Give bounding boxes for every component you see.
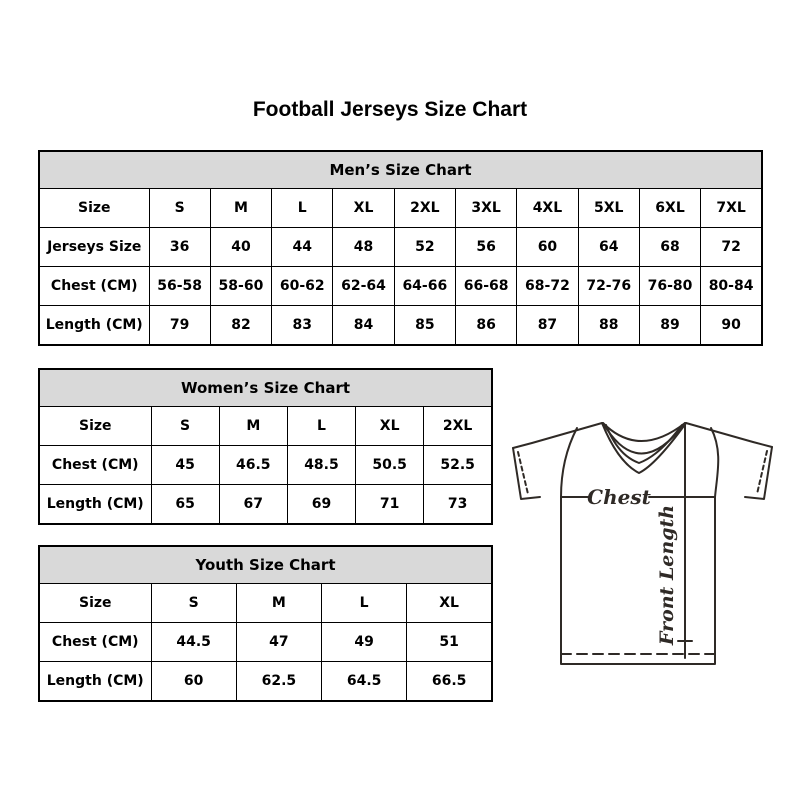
table-cell: 56	[455, 228, 516, 267]
page-title: Football Jerseys Size Chart	[252, 98, 528, 121]
table-cell: 71	[356, 485, 424, 525]
front-length-label: Front Length	[656, 504, 678, 646]
table-cell: M	[210, 189, 271, 228]
table-title-row	[39, 151, 762, 189]
youth-table-title: Youth Size Chart	[39, 546, 492, 584]
table-cell: 90	[701, 306, 762, 346]
row-label: Chest (CM)	[39, 267, 149, 306]
table-row	[39, 623, 492, 662]
table-cell: 46.5	[219, 446, 287, 485]
table-cell: 44	[272, 228, 333, 267]
table-title-row	[39, 369, 492, 407]
row-label: Length (CM)	[39, 485, 151, 525]
row-label: Chest (CM)	[39, 623, 151, 662]
row-label: Length (CM)	[39, 306, 149, 346]
table-row	[39, 189, 762, 228]
table-cell: 83	[272, 306, 333, 346]
table-cell: 5XL	[578, 189, 639, 228]
table-cell: S	[151, 584, 236, 623]
table-row	[39, 446, 492, 485]
table-cell: 64.5	[322, 662, 407, 702]
table-cell: 69	[287, 485, 355, 525]
table-cell: 60	[517, 228, 578, 267]
table-cell: 44.5	[151, 623, 236, 662]
table-cell: 64-66	[394, 267, 455, 306]
table-cell: L	[322, 584, 407, 623]
table-cell: 72	[701, 228, 762, 267]
table-cell: L	[272, 189, 333, 228]
table-cell: 65	[151, 485, 219, 525]
row-label: Jerseys Size	[39, 228, 149, 267]
table-cell: S	[149, 189, 210, 228]
table-cell: 3XL	[455, 189, 516, 228]
table-cell: 7XL	[701, 189, 762, 228]
table-cell: 68-72	[517, 267, 578, 306]
table-row	[39, 306, 762, 346]
table-cell: 62.5	[236, 662, 321, 702]
table-row	[39, 584, 492, 623]
table-cell: 48	[333, 228, 394, 267]
table-cell: 47	[236, 623, 321, 662]
table-cell: 64	[578, 228, 639, 267]
table-cell: 73	[424, 485, 492, 525]
table-row	[39, 662, 492, 702]
table-cell: 6XL	[639, 189, 700, 228]
table-cell: M	[236, 584, 321, 623]
table-title-row	[39, 546, 492, 584]
table-cell: 48.5	[287, 446, 355, 485]
womens-table-title: Women’s Size Chart	[39, 369, 492, 407]
table-cell: 84	[333, 306, 394, 346]
table-cell: 4XL	[517, 189, 578, 228]
table-cell: 45	[151, 446, 219, 485]
jersey-body	[561, 497, 715, 664]
table-cell: 52.5	[424, 446, 492, 485]
table-cell: 76-80	[639, 267, 700, 306]
table-cell: 66-68	[455, 267, 516, 306]
table-cell: XL	[356, 407, 424, 446]
table-row	[39, 485, 492, 525]
table-cell: 85	[394, 306, 455, 346]
table-cell: S	[151, 407, 219, 446]
table-cell: 56-58	[149, 267, 210, 306]
table-cell: 51	[407, 623, 492, 662]
table-cell: 40	[210, 228, 271, 267]
mens-table-title: Men’s Size Chart	[39, 151, 762, 189]
table-cell: 79	[149, 306, 210, 346]
table-cell: 72-76	[578, 267, 639, 306]
table-cell: 62-64	[333, 267, 394, 306]
table-cell: M	[219, 407, 287, 446]
table-cell: L	[287, 407, 355, 446]
table-row	[39, 407, 492, 446]
table-row	[39, 267, 762, 306]
table-cell: 66.5	[407, 662, 492, 702]
table-cell: XL	[407, 584, 492, 623]
jersey-outline	[513, 423, 772, 664]
chest-label: Chest	[587, 485, 651, 509]
table-cell: 86	[455, 306, 516, 346]
table-cell: 88	[578, 306, 639, 346]
table-cell: 58-60	[210, 267, 271, 306]
table-cell: 67	[219, 485, 287, 525]
table-cell: 2XL	[424, 407, 492, 446]
womens-size-chart-table	[38, 368, 493, 525]
mens-size-chart-table	[38, 150, 763, 346]
table-cell: 82	[210, 306, 271, 346]
youth-size-chart-table	[38, 545, 493, 702]
table-cell: 50.5	[356, 446, 424, 485]
table-cell: 52	[394, 228, 455, 267]
row-label: Size	[39, 584, 151, 623]
table-cell: 49	[322, 623, 407, 662]
jersey-measurement-diagram	[503, 413, 778, 685]
row-label: Size	[39, 407, 151, 446]
table-cell: 36	[149, 228, 210, 267]
table-cell: 89	[639, 306, 700, 346]
table-cell: 68	[639, 228, 700, 267]
table-row	[39, 228, 762, 267]
table-cell: 60-62	[272, 267, 333, 306]
row-label: Chest (CM)	[39, 446, 151, 485]
row-label: Length (CM)	[39, 662, 151, 702]
table-cell: 87	[517, 306, 578, 346]
table-cell: XL	[333, 189, 394, 228]
row-label: Size	[39, 189, 149, 228]
table-cell: 2XL	[394, 189, 455, 228]
table-cell: 60	[151, 662, 236, 702]
table-cell: 80-84	[701, 267, 762, 306]
